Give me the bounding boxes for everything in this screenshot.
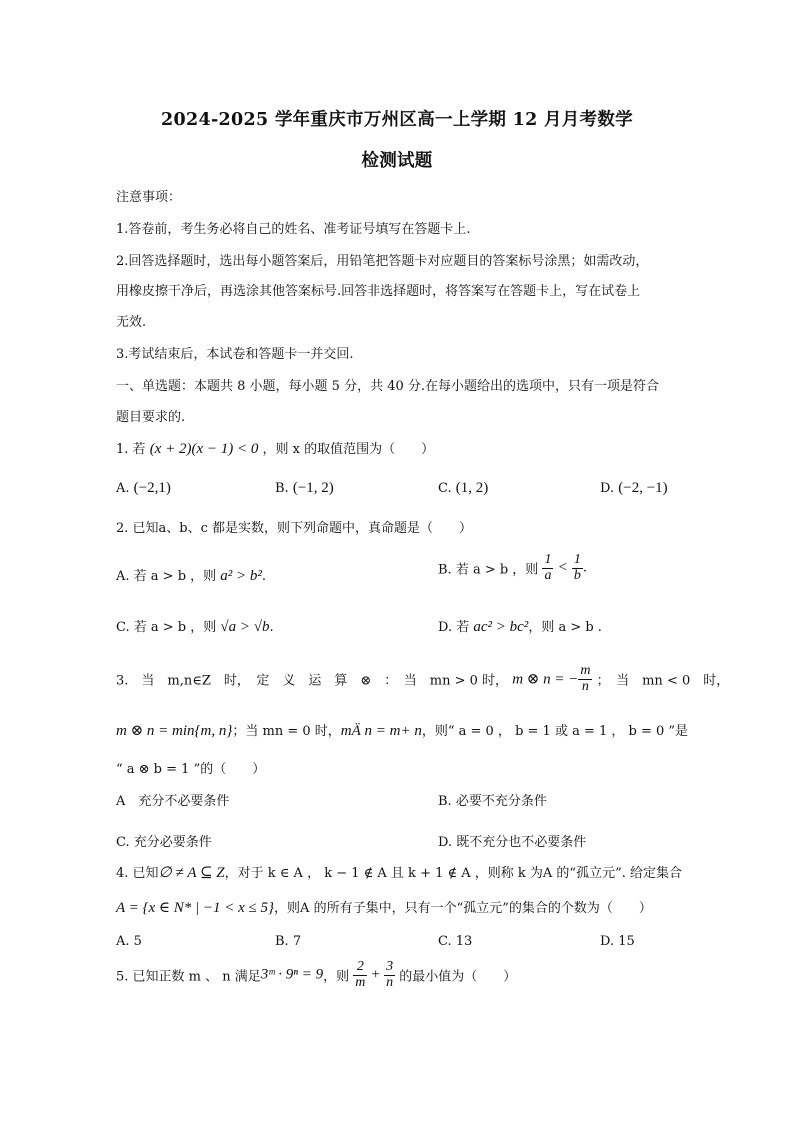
- question-3-line2: m ⊗ n = min{m, n}；当 mn = 0 时，mÄ n = m+ n，则“ a = 0 ， b = 1 或 a = 1 ， b = 0 ”是: [116, 723, 689, 739]
- question-4-option-a[interactable]: A. 5: [116, 934, 142, 949]
- section1-heading-line1: 一、单选题：本题共 8 小题，每小题 5 分，共 40 分.在每小题给出的选项中，只有一项是符合: [116, 379, 660, 394]
- question-2-option-a[interactable]: A. 若 a > b ，则 a² > b².: [116, 568, 267, 584]
- question-3-line3: “ a ⊗ b = 1 ”的（ ）: [116, 762, 266, 777]
- question-2-option-c[interactable]: C. 若 a > b ，则 √a > √b.: [116, 619, 274, 635]
- question-4-option-c[interactable]: C. 13: [438, 934, 473, 949]
- section1-heading-line2: 题目要求的.: [116, 410, 186, 425]
- question-1-option-d[interactable]: D. (−2, −1): [600, 480, 668, 496]
- question-1-inequality: (x + 2)(x − 1) < 0: [149, 441, 259, 457]
- notice-item-3: 3.考试结束后，本试卷和答题卡一并交回.: [116, 347, 354, 362]
- exam-title-line2: 检测试题: [361, 151, 433, 171]
- exam-title-line1: 2024-2025 学年重庆市万州区高一上学期 12 月月考数学: [161, 110, 633, 130]
- notice-item-2-line2: 用橡皮擦干净后，再选涂其他答案标号.回答非选择题时，将答案写在答题卡上，写在试卷上: [116, 284, 641, 299]
- question-2-option-d[interactable]: D. 若 ac² > bc²，则 a > b .: [438, 619, 602, 635]
- notice-item-2-line3: 无效.: [116, 315, 147, 330]
- question-2-option-b[interactable]: B. 若 a > b ，则 $\frac{1}{a}$ < $\frac{1}{b}$ .: [438, 552, 587, 583]
- question-5-stem: 5. 已知正数 m 、 n 满足3ᵐ · 9ⁿ = 9，则 $\frac{2}{m}$ + $\frac{3}{n}$ 的最小值为（ ）: [116, 959, 517, 990]
- question-1-option-a[interactable]: A. (−2,1): [116, 480, 171, 496]
- question-3-option-d[interactable]: D. 既不充分也不必要条件: [438, 835, 587, 850]
- question-4-line1: 4. 已知∅ ≠ A ⊆ Z，对于 k ∈ A ， k − 1 ∉ A 且 k + 1 ∉ A ，则称 k 为A 的“孤立元”. 给定集合: [116, 865, 682, 881]
- question-1-option-b[interactable]: B. (−1, 2): [275, 480, 334, 496]
- notice-item-2-line1: 2.回答选择题时，选出每小题答案后，用铅笔把答题卡对应题目的答案标号涂黑；如需改动，: [116, 254, 649, 269]
- notice-item-1: 1.答卷前，考生务必将自己的姓名、准考证号填写在答题卡上.: [116, 222, 471, 237]
- question-4-line2: A = {x ∈ N* | −1 < x ≤ 5}，则A 的所有子集中，只有一个“孤立元”的集合的个数为（ ）: [116, 900, 652, 916]
- question-3-option-a[interactable]: A 充分不必要条件: [116, 794, 230, 809]
- question-2-stem: 2. 已知a、b、c 都是实数，则下列命题中，真命题是（ ）: [116, 521, 473, 536]
- question-4-option-d[interactable]: D. 15: [600, 934, 635, 949]
- question-3-line1: 3. 当 m,n∈Z 时， 定 义 运 算 ⊗ ： 当 mn > 0 时， m ⊗ n = − $\frac{m}{n}$ ； 当 mn < 0 时，: [116, 663, 730, 694]
- question-3-option-b[interactable]: B. 必要不充分条件: [438, 794, 547, 809]
- question-4-option-b[interactable]: B. 7: [275, 934, 302, 949]
- notice-heading: 注意事项：: [116, 190, 182, 205]
- question-3-option-c[interactable]: C. 充分必要条件: [116, 835, 212, 850]
- question-1-option-c[interactable]: C. (1, 2): [438, 480, 489, 496]
- question-1-stem: 1. 若 (x + 2)(x − 1) < 0 ，则 x 的取值范围为（ ）: [116, 441, 435, 457]
